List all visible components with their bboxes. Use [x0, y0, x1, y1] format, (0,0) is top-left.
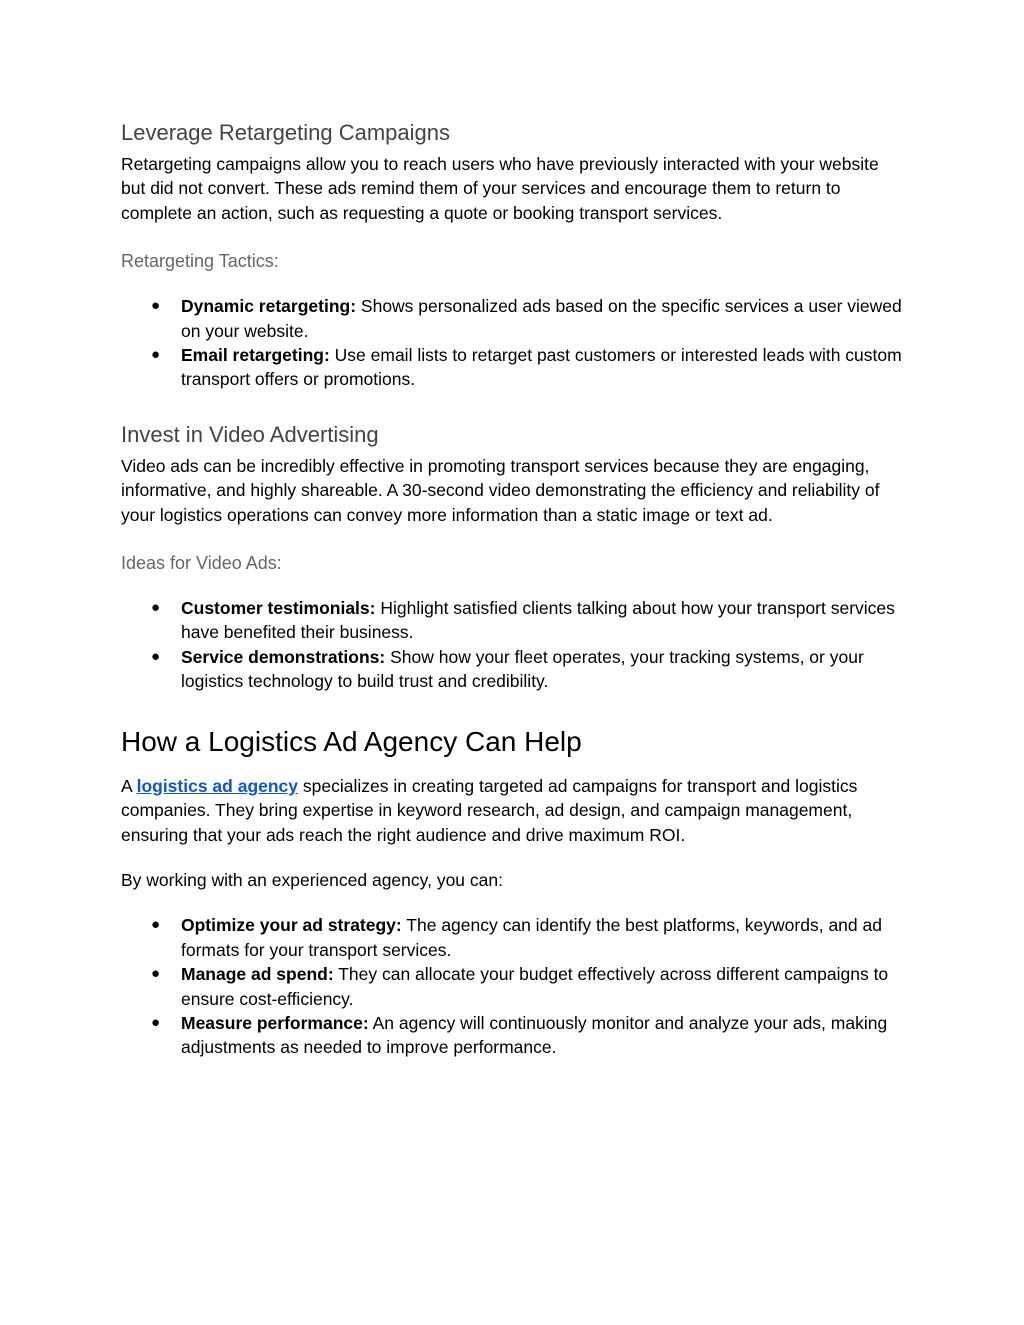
intro-prefix: A: [121, 775, 137, 796]
list-item-label: Email retargeting:: [181, 345, 330, 366]
logistics-ad-agency-link[interactable]: logistics ad agency: [136, 775, 299, 796]
video-ideas-list: [121, 596, 904, 694]
list-item: [121, 1011, 904, 1060]
paragraph-retargeting: Retargeting campaigns allow you to reach users who have previously interacted with your website but did not convert. These ads remind them of your services and encourage them to return to complete an action, such as requesting a quote or booking transport services.: [121, 154, 879, 223]
list-item: [121, 596, 904, 645]
bullet-icon: ●: [151, 965, 161, 983]
list-item-text: They can allocate your budget effectively across different campaigns to ensure cost-efficiency.: [181, 964, 889, 1009]
paragraph-agency-lead: By working with an experienced agency, you can:: [121, 869, 503, 890]
list-item-label: Service demonstrations:: [181, 646, 386, 667]
list-item-label: Manage ad spend:: [181, 964, 334, 985]
list-item-text: Shows personalized ads based on the specific services a user viewed on your website.: [181, 296, 902, 341]
bullet-icon: ●: [151, 297, 161, 315]
list-item-text: Highlight satisfied clients talking about how your transport services have benefited their business.: [181, 598, 895, 643]
list-item: [121, 645, 904, 694]
list-item: [121, 294, 904, 343]
list-item-text: Show how your fleet operates, your tracking systems, or your logistics technology to build trust and credibility.: [181, 646, 864, 692]
intro-suffix: specializes in creating targeted ad campaigns for transport and logistics companies. They bring expertise in keyword research, ad design, and campaign management, ensuring that your ads reach the right audience and drive maximum ROI.: [121, 775, 858, 845]
list-item-text: An agency will continuously monitor and analyze your ads, making adjustments as needed to improve performance.: [181, 1012, 888, 1058]
heading-video-advertising: Invest in Video Advertising: [121, 421, 379, 447]
list-item-text: The agency can identify the best platforms, keywords, and ad formats for your transport services.: [181, 915, 882, 960]
list-item-label: Optimize your ad strategy:: [181, 915, 402, 936]
list-item-label: Customer testimonials:: [181, 598, 376, 619]
list-item-label: Measure performance:: [181, 1012, 369, 1033]
paragraph-video-advertising: Video ads can be incredibly effective in promoting transport services because they are engaging, informative, and highly shareable. A 30-second video demonstrating the efficiency and reliability of your logistics operations can convey more information than a static image or text ad.: [121, 455, 880, 525]
subheading-video-ideas: Ideas for Video Ads:: [121, 553, 282, 574]
list-item-label: Dynamic retargeting:: [181, 296, 357, 317]
list-item: [121, 913, 904, 962]
bullet-icon: ●: [151, 346, 161, 364]
bullet-icon: ●: [151, 599, 161, 617]
retargeting-tactics-list: [121, 294, 904, 392]
agency-benefits-list: [121, 913, 904, 1059]
heading-agency-help: How a Logistics Ad Agency Can Help: [121, 725, 582, 757]
list-item: [121, 962, 904, 1011]
subheading-retargeting-tactics: Retargeting Tactics:: [121, 251, 279, 272]
bullet-icon: ●: [151, 916, 161, 934]
list-item: [121, 343, 904, 392]
bullet-icon: ●: [151, 647, 161, 665]
heading-retargeting: Leverage Retargeting Campaigns: [121, 120, 450, 145]
bullet-icon: ●: [151, 1013, 161, 1031]
list-item-text: Use email lists to retarget past customers or interested leads with custom transport offers or promotions.: [181, 345, 902, 390]
paragraph-agency-intro: [121, 774, 904, 847]
